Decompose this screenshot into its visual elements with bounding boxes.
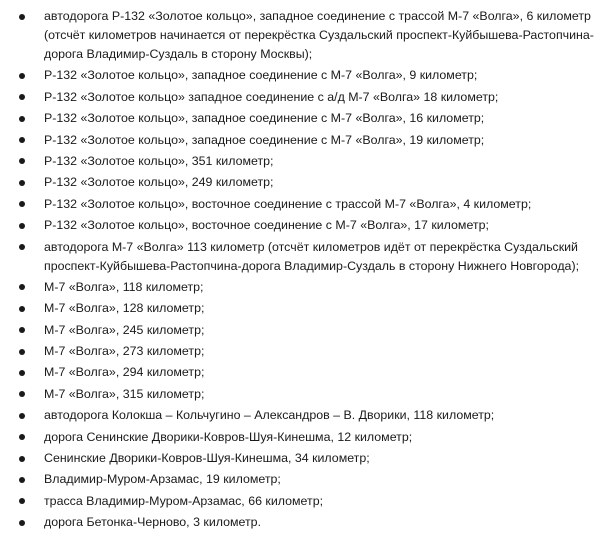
bullet-icon [19, 223, 25, 229]
bullet-icon [19, 520, 25, 526]
list-item-text: М-7 «Волга», 245 километр; [44, 322, 205, 337]
bullet-icon [19, 116, 25, 122]
bullet-icon [19, 391, 25, 397]
bullet-icon [19, 306, 25, 312]
list-item-text: автодорога Колокша – Кольчугино – Александров – В. Дворики, 118 километр; [44, 408, 495, 423]
list-item [0, 470, 605, 489]
list-item-text: Владимир-Муром-Арзамас, 19 километр; [44, 472, 281, 487]
bullet-icon [19, 158, 25, 164]
list-item [0, 385, 605, 404]
bullet-icon [19, 370, 25, 376]
list-item-text: Р-132 «Золотое кольцо», восточное соединение с трассой М-7 «Волга», 4 километр; [44, 196, 532, 211]
list-item-text: Р-132 «Золотое кольцо» западное соединение с а/д М-7 «Волга» 18 километр; [44, 89, 499, 104]
bullet-icon [19, 201, 25, 207]
list-item [0, 363, 605, 382]
list-item-text: М-7 «Волга», 118 километр; [44, 279, 204, 294]
list-item [0, 299, 605, 318]
list-item-text: Р-132 «Золотое кольцо», западное соединение с М-7 «Волга», 9 километр; [44, 68, 478, 83]
list-item-text: М-7 «Волга», 315 километр; [44, 386, 205, 401]
list-item-text: автодорога М-7 «Волга» 113 километр (отсчёт километров идёт от перекрёстка Суздальский проспект-Куйбышева-Растопчина-дорога Владимир-Суздаль в сторону Нижнего Новгорода); [44, 239, 580, 273]
bullet-icon [19, 349, 25, 355]
list-item [0, 428, 605, 447]
list-item-text: Р-132 «Золотое кольцо», восточное соединение с М-7 «Волга», 17 километр; [44, 218, 489, 233]
list-item [0, 342, 605, 361]
list-item-text: Р-132 «Золотое кольцо», 249 километр; [44, 175, 274, 190]
bullet-icon [19, 413, 25, 419]
list-item [0, 7, 605, 64]
list-item [0, 492, 605, 511]
bullet-icon [19, 73, 25, 79]
bullet-icon [19, 14, 25, 20]
list-item [0, 238, 605, 276]
list-item-text: трасса Владимир-Муром-Арзамас, 66 километр; [44, 493, 324, 508]
list-item [0, 216, 605, 235]
list-item-text: дорога Сенинские Дворики-Ковров-Шуя-Кинешма, 12 километр; [44, 429, 413, 444]
bullet-icon [19, 284, 25, 290]
list-item [0, 195, 605, 214]
bullet-icon [19, 94, 25, 100]
list-item [0, 513, 605, 532]
list-item-text: дорога Бетонка-Черново, 3 километр. [44, 515, 262, 530]
list-item-text: Р-132 «Золотое кольцо», 351 километр; [44, 153, 274, 168]
list-item-text: Р-132 «Золотое кольцо», западное соединение с М-7 «Волга», 16 километр; [44, 111, 485, 126]
list-item-text: Р-132 «Золотое кольцо», западное соединение с М-7 «Волга», 19 километр; [44, 132, 485, 147]
list-item [0, 66, 605, 85]
list-item [0, 321, 605, 340]
list-item [0, 152, 605, 171]
bullet-icon [19, 137, 25, 143]
bullet-icon [19, 477, 25, 483]
list-item [0, 173, 605, 192]
list-item [0, 406, 605, 425]
document-body [0, 7, 605, 535]
list-item [0, 109, 605, 128]
bullet-icon [19, 456, 25, 462]
bullet-list [0, 7, 605, 532]
bullet-icon [19, 244, 25, 250]
list-item-text: Сенинские Дворики-Ковров-Шуя-Кинешма, 34 километр; [44, 451, 370, 466]
bullet-icon [19, 327, 25, 333]
list-item-text: М-7 «Волга», 273 километр; [44, 344, 205, 359]
bullet-icon [19, 498, 25, 504]
list-item-text: М-7 «Волга», 128 километр; [44, 301, 205, 316]
list-item [0, 131, 605, 150]
list-item-text: М-7 «Волга», 294 километр; [44, 365, 205, 380]
bullet-icon [19, 434, 25, 440]
list-item [0, 449, 605, 468]
list-item [0, 88, 605, 107]
list-item-text: автодорога Р-132 «Золотое кольцо», западное соединение с трассой М-7 «Волга», 6 километр (отсчёт километров начинается от перекрёстка Суздальский проспект-Куйбышева-Растопчина-дорога Владимир-Суздаль в сторону Москвы); [44, 9, 594, 61]
bullet-icon [19, 180, 25, 186]
list-item [0, 278, 605, 297]
